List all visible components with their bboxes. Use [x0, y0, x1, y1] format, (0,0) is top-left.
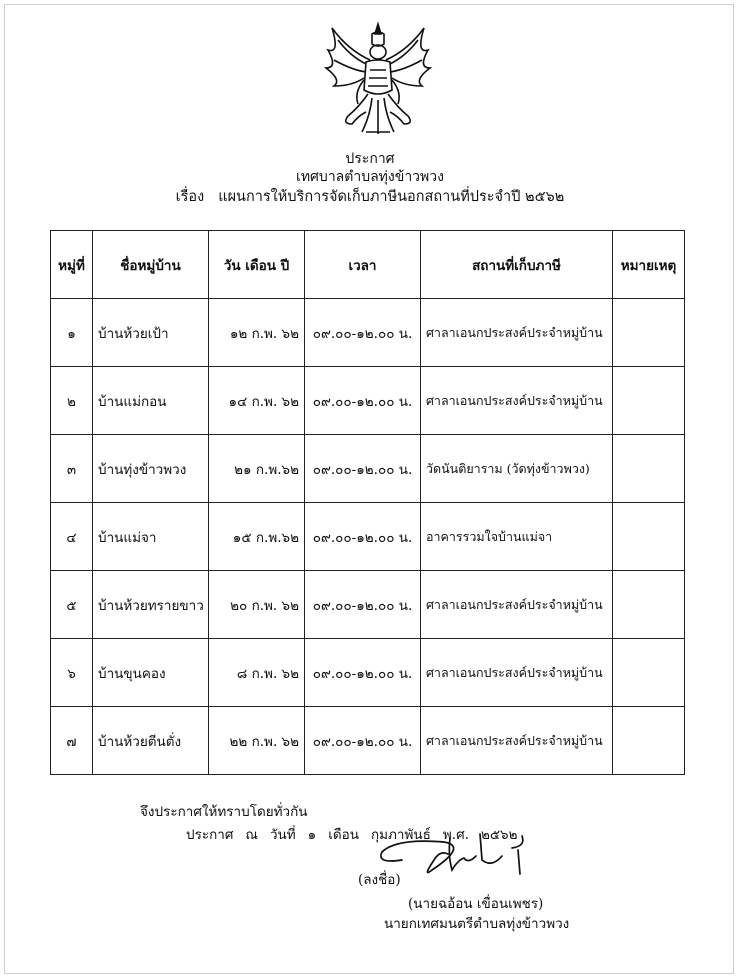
cell-date: ๘ ก.พ. ๖๒ [209, 639, 305, 707]
column-header-time: เวลา [305, 231, 421, 299]
cell-time: ๐๙.๐๐-๑๒.๐๐ น. [305, 571, 421, 639]
cell-time: ๐๙.๐๐-๑๒.๐๐ น. [305, 639, 421, 707]
cell-place: อาคารรวมใจบ้านแม่จา [421, 503, 613, 571]
table-row [51, 299, 685, 367]
subject-line [0, 188, 740, 206]
cell-no: ๖ [51, 639, 93, 707]
cell-note [613, 299, 685, 367]
cell-place: ศาลาเอนกประสงค์ประจำหมู่บ้าน [421, 299, 613, 367]
cell-no: ๔ [51, 503, 93, 571]
column-header-no: หมู่ที่ [51, 231, 93, 299]
tax-collection-schedule-table [50, 230, 685, 775]
cell-place: ศาลาเอนกประสงค์ประจำหมู่บ้าน [421, 571, 613, 639]
cell-note [613, 367, 685, 435]
cell-no: ๗ [51, 707, 93, 775]
cell-village: บ้านห้วยเป้า [93, 299, 209, 367]
cell-village: บ้านทุ่งข้าวพวง [93, 435, 209, 503]
cell-note [613, 503, 685, 571]
subject-label: เรื่อง [175, 189, 205, 205]
cell-time: ๐๙.๐๐-๑๒.๐๐ น. [305, 367, 421, 435]
cell-date: ๒๒ ก.พ. ๖๒ [209, 707, 305, 775]
cell-no: ๑ [51, 299, 93, 367]
sign-label: (ลงชื่อ) [358, 872, 401, 888]
cell-date: ๒๑ ก.พ.๖๒ [209, 435, 305, 503]
cell-village: บ้านแม่จา [93, 503, 209, 571]
cell-place: ศาลาเอนกประสงค์ประจำหมู่บ้าน [421, 707, 613, 775]
cell-note [613, 571, 685, 639]
cell-note [613, 435, 685, 503]
signer-name: (นายฉอ้อน เขื่อนเพชร) [408, 896, 544, 912]
signer-title: นายกเทศมนตรีตำบลทุ่งข้าวพวง [384, 916, 570, 932]
month-label: เดือน [328, 827, 359, 843]
cell-place: ศาลาเอนกประสงค์ประจำหมู่บ้าน [421, 367, 613, 435]
cell-no: ๕ [51, 571, 93, 639]
organization-name: เทศบาลตำบลทุ่งข้าวพวง [296, 169, 444, 185]
announced-label: ประกาศ [186, 827, 234, 843]
cell-time: ๐๙.๐๐-๑๒.๐๐ น. [305, 503, 421, 571]
table-row [51, 503, 685, 571]
cell-village: บ้านแม่กอน [93, 367, 209, 435]
at-label: ณ [245, 827, 258, 843]
cell-date: ๑๕ ก.พ.๖๒ [209, 503, 305, 571]
cell-date: ๑๒ ก.พ. ๖๒ [209, 299, 305, 367]
column-header-village: ชื่อหมู่บ้าน [93, 231, 209, 299]
cell-no: ๓ [51, 435, 93, 503]
cell-note [613, 639, 685, 707]
day-value: ๑ [307, 827, 317, 843]
cell-note [613, 707, 685, 775]
table-header-row [51, 231, 685, 299]
table-row [51, 571, 685, 639]
subject-text: แผนการให้บริการจัดเก็บภาษีนอกสถานที่ประจำปี ๒๕๖๒ [218, 189, 565, 205]
cell-place: ศาลาเอนกประสงค์ประจำหมู่บ้าน [421, 639, 613, 707]
garuda-emblem-icon [318, 20, 438, 138]
column-header-place: สถานที่เก็บภาษี [421, 231, 613, 299]
cell-village: บ้านห้วยตีนตั่ง [93, 707, 209, 775]
year-label: พ.ศ. [442, 827, 469, 843]
cell-time: ๐๙.๐๐-๑๒.๐๐ น. [305, 707, 421, 775]
cell-village: บ้านขุนคอง [93, 639, 209, 707]
month-value: กุมภาพันธ์ [370, 827, 431, 843]
announcement-title: ประกาศ [345, 151, 395, 167]
year-value: ๒๕๖๒ [480, 827, 518, 843]
column-header-note: หมายเหตุ [613, 231, 685, 299]
cell-time: ๐๙.๐๐-๑๒.๐๐ น. [305, 435, 421, 503]
table-row [51, 367, 685, 435]
day-label: วันที่ [269, 827, 296, 843]
cell-no: ๒ [51, 367, 93, 435]
table-row [51, 707, 685, 775]
cell-place: วัดนันติยาราม (วัดทุ่งข้าวพวง) [421, 435, 613, 503]
table-row [51, 435, 685, 503]
closing-notice: จึงประกาศให้ทราบโดยทั่วกัน [140, 804, 308, 820]
cell-date: ๒๐ ก.พ. ๖๒ [209, 571, 305, 639]
table-row [51, 639, 685, 707]
cell-time: ๐๙.๐๐-๑๒.๐๐ น. [305, 299, 421, 367]
cell-village: บ้านห้วยทรายขาว [93, 571, 209, 639]
cell-date: ๑๔ ก.พ. ๖๒ [209, 367, 305, 435]
column-header-date: วัน เดือน ปี [209, 231, 305, 299]
